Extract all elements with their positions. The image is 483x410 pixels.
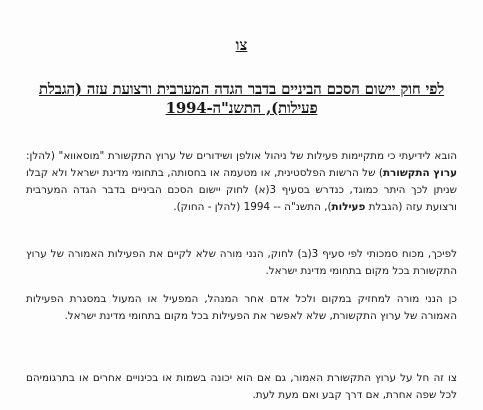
paragraph-4 [26, 370, 457, 404]
paragraph-2-text: לפיכך, מכוח סמכותי לפי סעיף 3(ב) לחוק, הנני מורה שלא לקיים את הפעילות האמורה של ערוץ התקשורת בכל מקום בתחומי מדינת ישראל. [26, 248, 458, 277]
paragraph-3 [26, 291, 457, 325]
paragraph-1-text-a: הובא לידיעתי כי מתקיימות פעילות של ניהול אולפן ושידורים של ערוץ התקשורת "מוסאווא" (להלן: [26, 150, 457, 162]
paragraph-2 [26, 246, 457, 280]
paragraph-1-bold-word: פעילות [331, 201, 366, 213]
document-title: לפי חוק יישום הסכם הביניים בדבר הגדה המערבית ורצועת עזה (הגבלת פעילות), התשנ"ה-1994 [38, 80, 445, 117]
paragraph-4-text: צו זה חל על ערוץ התקשורת האמור, גם אם הוא יכונה בשמות או בכינויים אחרים או בתרגומיהם לכל שפה אחרת, אם דרך קבע ואם מעת לעת. [26, 372, 457, 401]
paragraph-1-bold-term: ערוץ התקשורת [382, 167, 457, 179]
order-heading: צו [235, 36, 248, 54]
paragraph-3-text: כן הנני מורה למחזיק במקום ולכל אדם אחר המנהל, המפעיל או המעול במסגרת הפעילות האמורה של ערוץ התקשורת, שלא לאפשר את הפעילות בכל מקום בתחומי מדינת ישראל. [26, 293, 457, 322]
paragraph-1 [26, 148, 457, 216]
paragraph-1-text-c: ), התשנ"ה -- 1994 (להלן - החוק). [173, 201, 332, 213]
paragraph-1-text-b: ) של הרשות הפלסטינית, או מטעמה או בחסותה, בתחומי מדינת ישראל ולא קבלו שניתן לכך היתר כמוגד, כנדרש בסעיף 3(א) לחוק יישום הסכם הביניים בדבר הגדה המערבית ורצועת עזה (הגבלת [26, 167, 457, 213]
